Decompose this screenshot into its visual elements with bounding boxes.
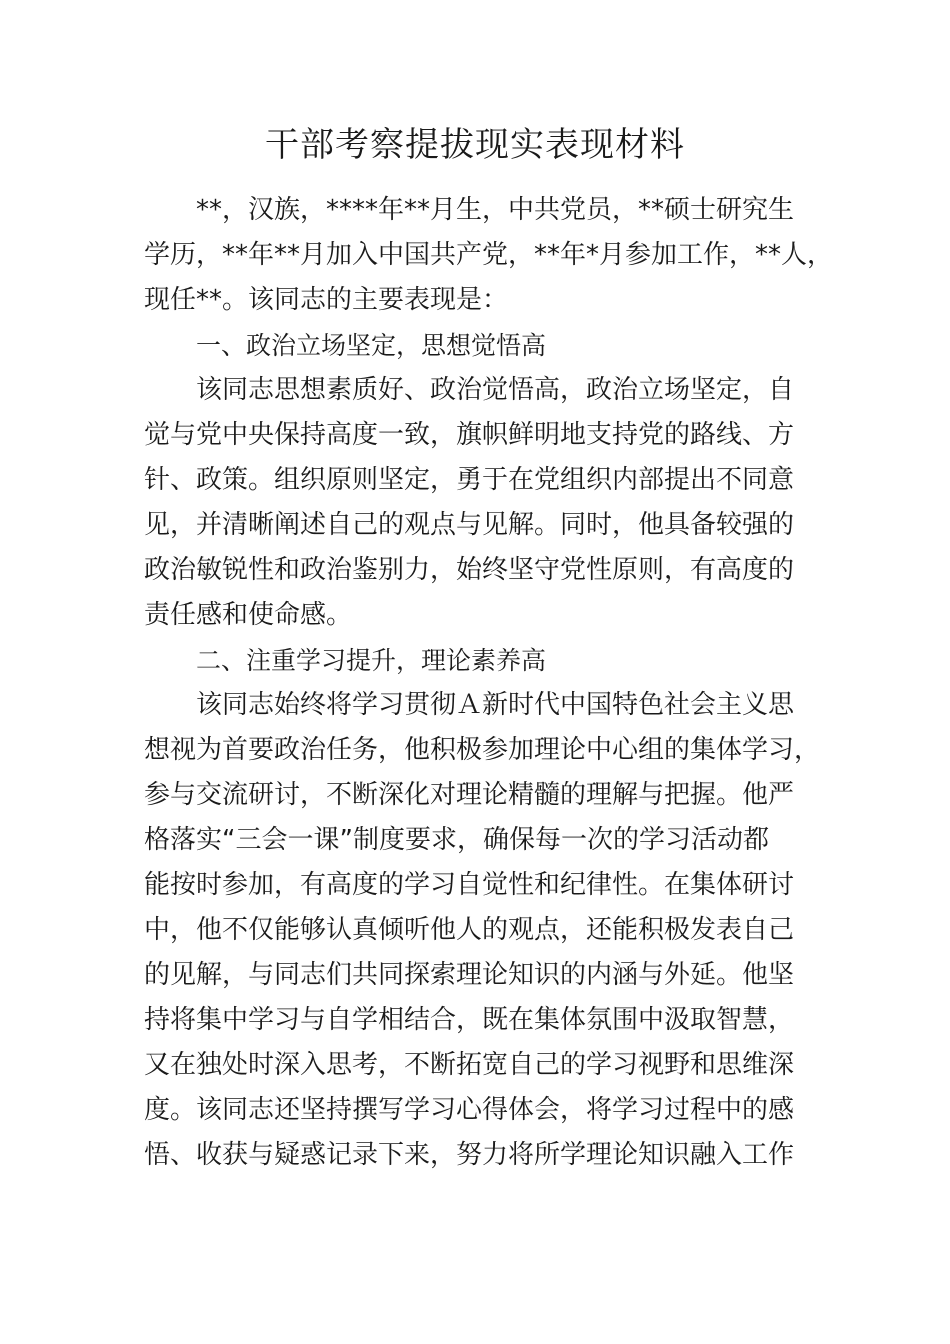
document-body (144, 188, 834, 1178)
paragraph-line: 度。该同志还坚持撰写学习心得体会，将学习过程中的感 (144, 1095, 795, 1125)
paragraph-line: 该同志思想素质好、政治觉悟高，政治立场坚定，自 (196, 375, 795, 405)
paragraph-line: 悟、收获与疑惑记录下来，努力将所学理论知识融入工作 (144, 1140, 795, 1170)
paragraph-line: 格落实“三会一课”制度要求，确保每一次的学习活动都 (144, 825, 769, 855)
paragraph-line: 持将集中学习与自学相结合，既在集体氛围中汲取智慧， (144, 1005, 795, 1035)
paragraph-line: 学历，**年**月加入中国共产党，**年*月参加工作，**人， (144, 240, 834, 270)
section-heading: 二、注重学习提升，理论素养高 (196, 646, 547, 675)
paragraph-line: 觉与党中央保持高度一致，旗帜鲜明地支持党的路线、方 (144, 420, 795, 450)
section-heading: 一、政治立场坚定，思想觉悟高 (196, 331, 547, 360)
paragraph-line: 又在独处时深入思考，不断拓宽自己的学习视野和思维深 (144, 1050, 795, 1080)
paragraph-line: 政治敏锐性和政治鉴别力，始终坚守党性原则，有高度的 (144, 555, 795, 585)
paragraph-line: 责任感和使命感。 (144, 600, 353, 630)
paragraph-line: 参与交流研讨，不断深化对理论精髓的理解与把握。他严 (144, 780, 795, 810)
paragraph-line: 见，并清晰阐述自己的观点与见解。同时，他具备较强的 (144, 510, 795, 540)
document-title: 干部考察提拔现实表现材料 (265, 125, 685, 165)
paragraph-line: 现任**。该同志的主要表现是： (144, 285, 509, 315)
paragraph-line: 想视为首要政治任务，他积极参加理论中心组的集体学习， (144, 735, 821, 765)
paragraph-line: 该同志始终将学习贯彻Ａ新时代中国特色社会主义思 (196, 690, 795, 720)
paragraph-line: **，汉族，****年**月生，中共党员，**硕士研究生 (196, 195, 795, 225)
paragraph-line: 中，他不仅能够认真倾听他人的观点，还能积极发表自己 (144, 915, 795, 945)
paragraph-line: 能按时参加，有高度的学习自觉性和纪律性。在集体研讨 (144, 870, 795, 900)
paragraph-line: 的见解，与同志们共同探索理论知识的内涵与外延。他坚 (144, 960, 795, 990)
paragraph-line: 针、政策。组织原则坚定，勇于在党组织内部提出不同意 (144, 465, 795, 495)
